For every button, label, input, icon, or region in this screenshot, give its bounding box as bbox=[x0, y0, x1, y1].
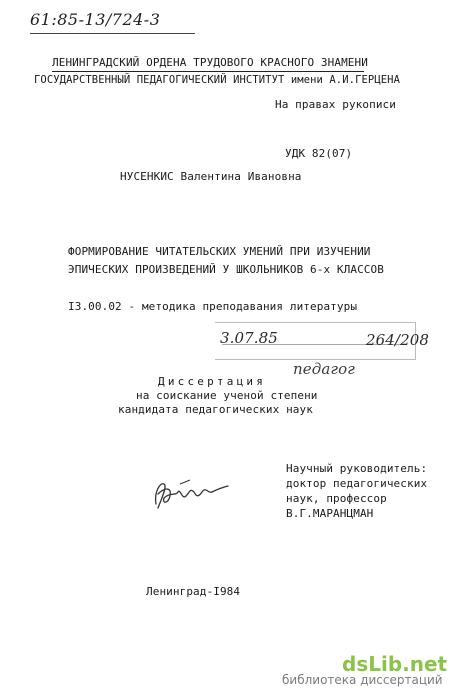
dissertation-word: Диссертация bbox=[158, 375, 267, 388]
institution-line-1: ЛЕНИНГРАДСКИЙ ОРДЕНА ТРУДОВОГО КРАСНОГО ЗНАМЕНИ bbox=[52, 56, 368, 69]
dslib-logo-text: dsLib.net bbox=[342, 652, 448, 676]
udk-code: УДК 82(07) bbox=[285, 147, 353, 160]
specialty-code: I3.00.02 - методика преподавания литературы bbox=[68, 300, 358, 313]
stamp-date: 3.07.85 bbox=[220, 329, 278, 347]
institution-underline-1 bbox=[52, 71, 364, 72]
dslib-watermark-logo bbox=[342, 653, 447, 675]
place-year: Ленинград-I984 bbox=[146, 585, 241, 598]
archive-rule bbox=[30, 33, 195, 34]
supervisor-title: наук, профессор bbox=[286, 492, 387, 505]
dissertation-degree: на соискание ученой степени bbox=[136, 389, 318, 402]
institution-line-2: ГОСУДАРСТВЕННЫЙ ПЕДАГОГИЧЕСКИЙ ИНСТИТУТ имени А.И.ГЕРЦЕНА bbox=[34, 74, 401, 86]
supervisor-label: Научный руководитель: bbox=[286, 462, 428, 475]
title-line-2: ЭПИЧЕСКИХ ПРОИЗВЕДЕНИЙ У ШКОЛЬНИКОВ 6-х КЛАССОВ bbox=[68, 263, 384, 276]
stamp-word: педагог bbox=[293, 360, 355, 378]
title-line-1: ФОРМИРОВАНИЕ ЧИТАТЕЛЬСКИХ УМЕНИЙ ПРИ ИЗУЧЕНИИ bbox=[68, 245, 371, 258]
stamp-number: 264/208 bbox=[366, 331, 430, 349]
dissertation-field: кандидата педагогических наук bbox=[118, 403, 313, 416]
handwritten-signature bbox=[150, 474, 232, 514]
author-name: НУСЕНКИС Валентина Ивановна bbox=[120, 170, 302, 183]
archive-code: 61:85-13/724-3 bbox=[30, 10, 161, 29]
dslib-watermark-subtitle: библиотека диссертаций bbox=[282, 673, 443, 687]
supervisor-degree: доктор педагогических bbox=[286, 477, 428, 490]
supervisor-name: В.Г.МАРАНЦМАН bbox=[286, 507, 374, 520]
rights-note: На правах рукописи bbox=[275, 98, 397, 111]
